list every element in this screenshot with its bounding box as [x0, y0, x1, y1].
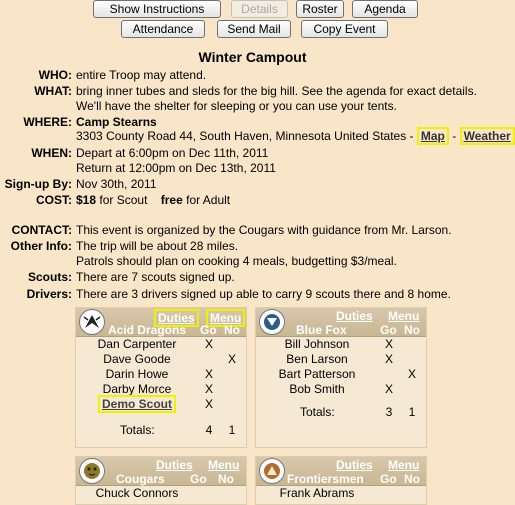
member-go: X — [384, 352, 393, 366]
show-instructions-button[interactable]: Show Instructions — [93, 0, 221, 18]
when-label: WHEN: — [31, 146, 72, 160]
who-value: entire Troop may attend. — [76, 68, 207, 82]
other-info-line1: The trip will be about 28 miles. — [76, 239, 239, 253]
member-name: Bart Patterson — [278, 367, 356, 381]
what-label: WHAT: — [34, 84, 72, 98]
frontiersman-patrol-icon — [259, 458, 285, 484]
patrol-card-acid-dragons — [75, 307, 247, 448]
member-row — [76, 367, 246, 382]
roster-button[interactable]: Roster — [296, 0, 344, 18]
member-name: Bob Smith — [289, 382, 345, 396]
copy-event-button[interactable]: Copy Event — [301, 20, 388, 38]
patrol-header — [76, 308, 246, 337]
patrol-header — [256, 457, 426, 486]
other-info-label: Other Info: — [10, 239, 72, 253]
where-label: WHERE: — [23, 115, 72, 129]
menu-link[interactable]: Menu — [388, 458, 420, 472]
member-name — [76, 397, 198, 411]
demo-scout-link[interactable]: Demo Scout — [98, 395, 176, 413]
what-value-line1: bring inner tubes and sleds for the big hill. See the agenda for exact details. — [76, 84, 477, 98]
member-name: Frank Abrams — [279, 486, 355, 500]
patrol-card-blue-fox — [255, 307, 427, 448]
drivers-value: There are 3 drivers signed up able to carry 9 scouts there and 8 home. — [76, 287, 451, 301]
member-row — [256, 352, 426, 367]
member-go: X — [384, 337, 393, 351]
agenda-button[interactable]: Agenda — [352, 0, 418, 18]
member-no: X — [407, 367, 416, 381]
member-go: X — [204, 397, 213, 411]
fox-patrol-icon — [259, 309, 285, 335]
member-name: Darby Morce — [102, 382, 172, 396]
patrol-name: Acid Dragons — [108, 323, 187, 337]
go-header: Go — [190, 472, 207, 486]
member-row — [256, 486, 426, 501]
patrol-name: Blue Fox — [296, 323, 347, 337]
no-header: No — [404, 323, 420, 337]
cost-scout-amount: $18 — [76, 193, 97, 207]
contact-label: CONTACT: — [11, 223, 72, 237]
what-value-line2: We'll have the shelter for sleeping or you can use your tents. — [76, 99, 397, 113]
totals-row — [256, 405, 426, 425]
total-go: 4 — [205, 423, 213, 437]
cost-adult-text: for Adult — [186, 193, 231, 207]
patrol-name: Frontiersmen — [287, 472, 364, 486]
where-address — [76, 129, 515, 143]
member-row — [76, 337, 246, 352]
details-button[interactable]: Details — [231, 0, 288, 18]
weather-link[interactable]: Weather — [460, 127, 515, 145]
menu-link[interactable]: Menu — [206, 309, 245, 327]
go-header: Go — [380, 323, 397, 337]
send-mail-button[interactable]: Send Mail — [217, 20, 291, 38]
member-go: X — [384, 382, 393, 396]
member-name: Bill Johnson — [284, 337, 350, 351]
member-row — [256, 337, 426, 352]
patrol-name: Cougars — [116, 472, 165, 486]
attendance-button[interactable]: Attendance — [121, 20, 205, 38]
signup-label: Sign-up By: — [4, 177, 72, 191]
menu-link[interactable]: Menu — [208, 458, 240, 472]
link-separator: - — [452, 129, 457, 143]
cougar-patrol-icon — [79, 458, 105, 484]
member-row — [256, 367, 426, 382]
member-row — [76, 352, 246, 367]
total-no: 1 — [408, 405, 416, 419]
when-return: Return at 12:00pm on Dec 13th, 2011 — [76, 161, 276, 175]
member-row — [76, 486, 246, 501]
member-no: X — [227, 352, 236, 366]
member-row — [76, 397, 246, 415]
member-name: Chuck Connors — [95, 486, 179, 500]
contact-value: This event is organized by the Cougars with guidance from Mr. Larson. — [76, 223, 452, 237]
cost-label: COST: — [36, 193, 72, 207]
where-address-text: 3303 County Road 44, South Haven, Minnesota United States - — [76, 129, 414, 143]
member-go: X — [204, 367, 213, 381]
other-info-line2: Patrols should plan on cooking 4 meals, budgetting $3/meal. — [76, 254, 397, 268]
where-name: Camp Stearns — [76, 115, 157, 129]
event-title: Winter Campout — [198, 49, 307, 65]
totals-label: Totals: — [300, 405, 335, 419]
signup-value: Nov 30th, 2011 — [76, 177, 157, 191]
no-header: No — [218, 472, 234, 486]
total-no: 1 — [228, 423, 236, 437]
cost-adult-amount: free — [160, 193, 183, 207]
total-go: 3 — [385, 405, 393, 419]
duties-link[interactable]: Duties — [156, 458, 193, 472]
menu-link[interactable]: Menu — [388, 309, 420, 323]
go-header: Go — [200, 323, 217, 337]
patrol-header — [256, 308, 426, 337]
member-name: Dave Goode — [103, 352, 171, 366]
map-link[interactable]: Map — [417, 127, 449, 145]
duties-link[interactable]: Duties — [154, 309, 199, 327]
duties-link[interactable]: Duties — [336, 458, 373, 472]
dragon-patrol-icon — [79, 309, 105, 335]
member-row — [256, 382, 426, 397]
member-name: Darin Howe — [105, 367, 169, 381]
who-label: WHO: — [38, 68, 72, 82]
totals-row — [76, 423, 246, 443]
totals-label: Totals: — [120, 423, 155, 437]
patrol-header — [76, 457, 246, 486]
when-depart: Depart at 6:00pm on Dec 11th, 2011 — [76, 146, 269, 160]
patrol-card-cougars — [75, 456, 247, 505]
no-header: No — [404, 472, 420, 486]
member-name: Dan Carpenter — [97, 337, 177, 351]
no-header: No — [224, 323, 240, 337]
cost-value — [76, 193, 230, 207]
member-go: X — [204, 382, 213, 396]
patrol-card-frontiersmen — [255, 456, 427, 505]
cost-scout-text: for Scout — [99, 193, 148, 207]
toolbar — [0, 0, 505, 40]
duties-link[interactable]: Duties — [336, 309, 373, 323]
member-name: Ben Larson — [286, 352, 348, 366]
scouts-value: There are 7 scouts signed up. — [76, 270, 235, 284]
drivers-label: Drivers: — [26, 287, 72, 301]
scouts-label: Scouts: — [27, 270, 72, 284]
go-header: Go — [380, 472, 397, 486]
member-go: X — [204, 337, 213, 351]
